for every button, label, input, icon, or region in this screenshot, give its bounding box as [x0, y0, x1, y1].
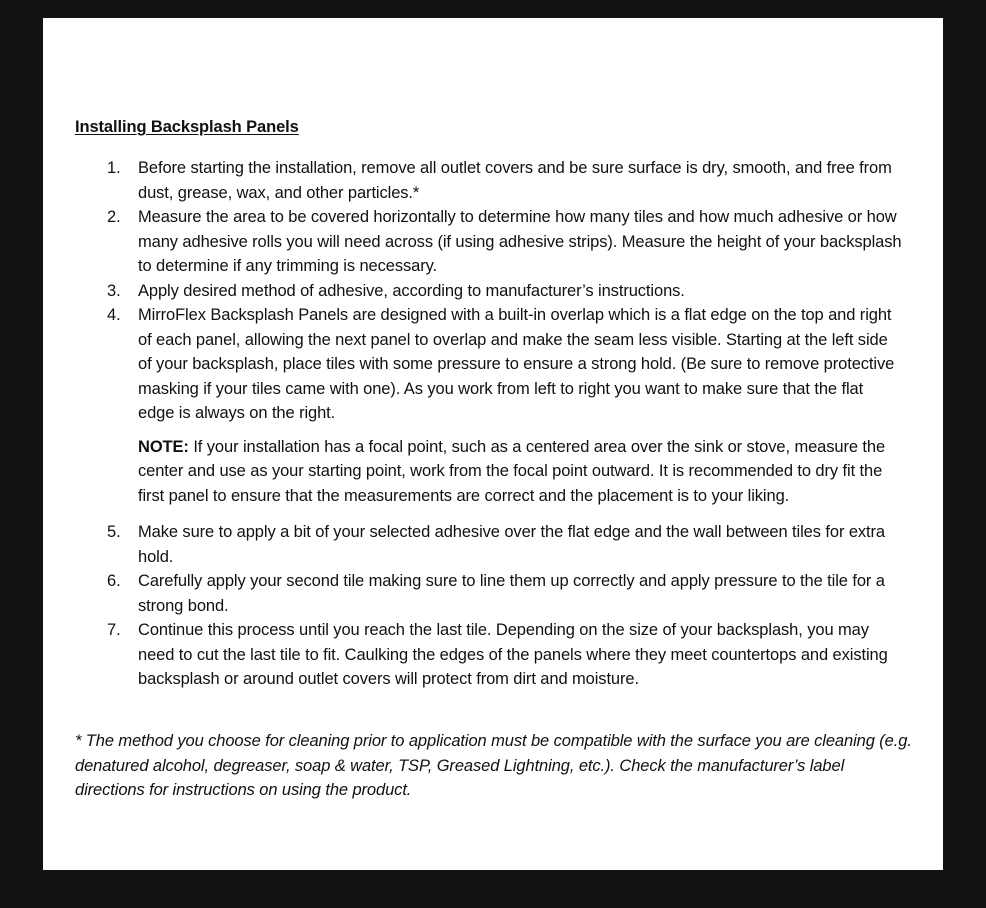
- document-page: [43, 18, 943, 870]
- note-paragraph: [43, 435, 943, 509]
- step-number: 2.: [107, 208, 121, 226]
- step-number: 6.: [107, 572, 121, 590]
- list-item: [43, 156, 943, 205]
- step-text: Continue this process until you reach the last tile. Depending on the size of your backsplash, you may need to cut the last tile to fit. Caulking the edges of the panels where they meet countertops and existing backsplash or around outlet covers will protect from dirt and moisture.: [138, 621, 888, 688]
- list-item: [43, 520, 943, 569]
- step-text: Make sure to apply a bit of your selected adhesive over the flat edge and the wall between tiles for extra hold.: [138, 523, 886, 566]
- note-text: If your installation has a focal point, such as a centered area over the sink or stove, measure the center and use as your starting point, work from the focal point outward. It is recommended to dry fit the first panel to ensure that the measurements are correct and the placement is to your liking.: [138, 437, 886, 505]
- step-text: Before starting the installation, remove all outlet covers and be sure surface is dry, smooth, and free from dust, grease, wax, and other particles.*: [138, 159, 892, 202]
- footnote: * The method you choose for cleaning prior to application must be compatible with the surface you are cleaning (e.g. denatured alcohol, degreaser, soap & water, TSP, Greased Lightning, etc.). Check the manufacturer’s label directions for instructions on using the product.: [75, 732, 912, 799]
- instruction-list: [43, 156, 943, 692]
- step-number: 5.: [107, 523, 121, 541]
- list-item: [43, 569, 943, 618]
- step-number: 3.: [107, 281, 121, 300]
- list-item: [43, 303, 943, 426]
- list-item: [43, 205, 943, 279]
- step-number: 7.: [107, 621, 121, 639]
- list-item: [43, 279, 943, 304]
- step-number: 4.: [107, 306, 121, 324]
- step-text: Carefully apply your second tile making sure to line them up correctly and apply pressure to the tile for a strong bond.: [138, 572, 885, 615]
- step-text: Measure the area to be covered horizontally to determine how many tiles and how much adhesive or how many adhesive rolls you will need across (if using adhesive strips). Measure the height of your backsplash to determine if any trimming is necessary.: [138, 208, 902, 275]
- list-item: [43, 618, 943, 692]
- step-number: 1.: [107, 159, 121, 177]
- step-text: Apply desired method of adhesive, according to manufacturer’s instructions.: [138, 281, 685, 300]
- note-label: NOTE:: [138, 437, 189, 456]
- document-title: Installing Backsplash Panels: [75, 118, 299, 136]
- step-text: MirroFlex Backsplash Panels are designed with a built-in overlap which is a flat edge on the top and right of each panel, allowing the next panel to overlap and make the seam less visible. Starting at the left side of your backsplash, place tiles with some pressure to ensure a strong hold. (Be sure to remove protective masking if your tiles came with one). As you work from left to right you want to make sure that the flat edge is always on the right.: [138, 306, 895, 422]
